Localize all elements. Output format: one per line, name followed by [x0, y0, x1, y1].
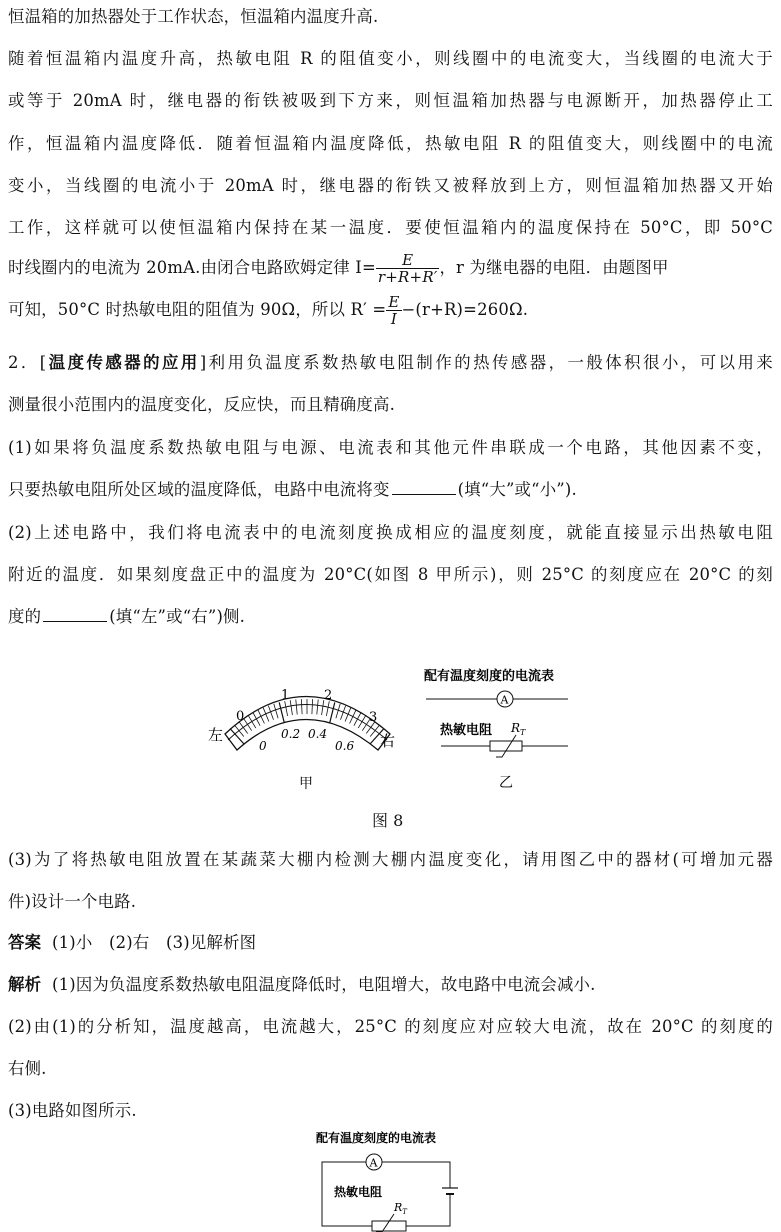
answer-text: (1)小 (2)右 (3)见解析图: [52, 933, 257, 952]
q2-part1-text: 只要热敏电阻所处区域的温度降低，电路中电流将变: [8, 480, 390, 499]
q2-line1: [8, 352, 773, 374]
analysis-label: 解析: [8, 975, 42, 994]
right-label: 右: [380, 732, 396, 750]
frac-denominator: r+R+R′: [377, 268, 438, 286]
frac-denominator: I: [390, 310, 397, 328]
q2-line1-text: ]利用负温度系数热敏电阻制作的热传感器，一般体积很小，可以用来: [199, 353, 773, 372]
q2-part3-line1: (3)为了将热敏电阻放置在某蔬菜大棚内检测大棚内温度变化，请用图乙中的器材(可增加元器: [8, 850, 773, 869]
q2-part2-line2: 附近的温度．如果刻度盘正中的温度为 20°C(如图 8 甲所示)，则 25°C 的刻度应在 20°C 的刻: [8, 565, 773, 584]
rt-label: $R_T$: [511, 721, 526, 737]
para1-line8-b: −(r+R)=260Ω.: [401, 300, 529, 319]
para1-line7: [8, 252, 773, 285]
dial-tick: [258, 710, 264, 724]
dial-bottom-label: 0.2: [281, 727, 301, 741]
analysis-line4: (3)电路如图所示.: [8, 1101, 137, 1120]
dial-tick: [358, 715, 366, 728]
dial-tick: [330, 702, 335, 722]
para1-line1: 恒温箱的加热器处于工作状态，恒温箱内温度升高.: [8, 7, 379, 26]
dial-tick: [326, 701, 329, 716]
ammeter-symbol-label: A: [500, 693, 509, 707]
dial-tick: [248, 715, 256, 728]
para1-line2: 随着恒温箱内温度升高，热敏电阻 R 的阻值变小，则线圈中的电流变大，当线圈的电流大于: [8, 49, 773, 68]
q2-part1-hint: (填“大”或“小”).: [457, 480, 577, 499]
analysis-line1: [8, 974, 773, 996]
dial-tick: [301, 699, 302, 714]
thermistor-symbol: [490, 741, 522, 751]
para1-line5: 变小，当线圈的电流小于 20mA 时，继电器的衔铁又被释放到上方，则恒温箱加热器又开始: [8, 176, 773, 195]
q2-part3-line2: 件)设计一个电路.: [8, 892, 137, 911]
thermistor-label: 热敏电阻: [440, 723, 493, 738]
q2-part2-line1: (2)上述电路中，我们将电流表中的电流刻度换成相应的温度刻度，就能直接显示出热敏电阻: [8, 523, 773, 542]
answer-rt-label: $R_T$: [394, 1201, 407, 1216]
para1-line7-a: 时线圈内的电流为 20mA.由闭合电路欧姆定律 I=: [8, 258, 376, 277]
dial-tick: [354, 713, 361, 726]
analysis-text-1: (1)因为负温度系数热敏电阻温度降低时，电阻增大，故电路中电流会减小.: [52, 975, 596, 994]
q2-part1-line2: [8, 479, 773, 501]
ohm-law-fraction: [376, 252, 440, 285]
resistance-fraction: [386, 294, 401, 327]
answer-line: [8, 932, 773, 954]
para1-line4: 作，恒温箱内温度降低．随着恒温箱内温度降低，热敏电阻 R 的阻值变大，则线圈中的电流: [8, 134, 773, 153]
ammeter-title: 配有温度刻度的电流表: [424, 669, 555, 684]
dial-meter: [225, 688, 390, 768]
components-b: [424, 668, 568, 791]
dial-top-label: 0: [236, 709, 245, 724]
answer-thermistor-label: 热敏电阻: [334, 1185, 383, 1199]
answer-circuit-figure: [310, 1126, 490, 1232]
dial-tick: [274, 704, 278, 718]
answer-thermistor-symbol: [372, 1221, 406, 1231]
dial-tick: [317, 700, 318, 715]
answer-label: 答案: [8, 933, 42, 952]
dial-top-label: 2: [324, 688, 333, 703]
dial-tick: [290, 700, 292, 715]
dial-tick: [312, 699, 313, 714]
answer-ammeter-title: 配有温度刻度的电流表: [316, 1131, 437, 1145]
dial-tick: [296, 700, 297, 715]
q2-part1-line1: (1)如果将负温度系数热敏电阻与电源、电流表和其他元件串联成一个电路，其他因素不变，: [8, 438, 773, 457]
q2-tag: 温度传感器的应用: [46, 353, 200, 372]
para1-line8: [8, 294, 773, 327]
dial-top-label: 3: [369, 710, 378, 725]
figure-8: [200, 664, 600, 796]
q2-number: 2．[: [8, 353, 47, 372]
analysis-line2: (2)由(1)的分析知，温度越高，电流越大，25°C 的刻度应对应较大电流，故在 20°C 的刻度的: [8, 1017, 773, 1036]
answer-blank-1[interactable]: [392, 480, 456, 495]
dial-bottom-label: 0.6: [335, 739, 355, 753]
dial-tick: [279, 702, 284, 722]
answer-ammeter-symbol-label: A: [369, 1156, 378, 1170]
dial-tick: [350, 710, 356, 724]
para1-line3: 或等于 20mA 时，继电器的衔铁被吸到下方来，则恒温箱加热器与电源断开，加热器停止工: [8, 91, 773, 110]
analysis-line3: 右侧.: [8, 1059, 47, 1078]
dial-top-label: 1: [281, 688, 290, 703]
para1-line8-a: 可知，50°C 时热敏电阻的阻值为 90Ω，所以 R′ =: [8, 300, 387, 319]
dial-bottom-label: 0.4: [308, 727, 328, 741]
sub-figure-a-label: 甲: [299, 776, 313, 792]
q2-line2: 测量很小范围内的温度变化，反应快，而且精确度高.: [8, 395, 395, 414]
figure-caption: 图 8: [372, 811, 404, 830]
q2-part2-hint: (填“左”或“右”)侧.: [109, 607, 246, 626]
q2-part2-line3: [8, 606, 773, 628]
para1-line6: 工作，这样就可以使恒温箱内保持在某一温度．要使恒温箱内的温度保持在 50°C，即 50°C: [8, 218, 773, 237]
para1-line7-b: ，r 为继电器的电阻．由题图甲: [439, 258, 669, 277]
frac-numerator: E: [388, 293, 400, 311]
answer-blank-2[interactable]: [43, 607, 107, 622]
dial-tick: [253, 713, 260, 726]
left-label: 左: [208, 726, 224, 744]
dial-bottom-label: 0: [259, 739, 267, 753]
dial-tick: [285, 701, 288, 716]
sub-figure-b-label: 乙: [499, 775, 513, 791]
frac-numerator: E: [376, 252, 440, 269]
q2-part2-text: 度的: [8, 607, 42, 626]
